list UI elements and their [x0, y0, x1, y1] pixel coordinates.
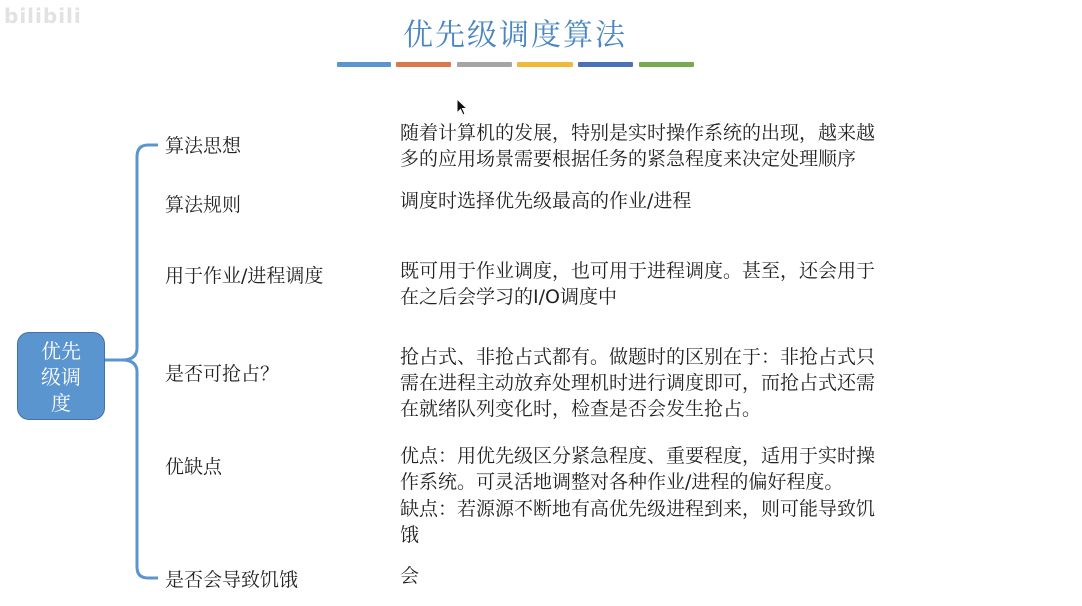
label-pros-cons: 优缺点 — [165, 456, 223, 478]
label-usage: 用于作业/进程调度 — [165, 265, 324, 287]
desc-line: 会 — [400, 565, 420, 587]
bracket-curve — [122, 145, 158, 578]
topic-line-3: 度 — [51, 391, 71, 415]
desc-line: 作系统。可灵活地调整对各种作业/进程的偏好程度。 — [400, 471, 844, 493]
desc-line: 在就绪队列变化时，检查是否会发生抢占。 — [400, 398, 762, 420]
topic-line-2: 级调 — [41, 365, 81, 389]
desc-line: 调度时选择优先级最高的作业/进程 — [400, 190, 692, 212]
bilibili-watermark: bilibili — [4, 4, 82, 28]
topic-node — [17, 332, 105, 420]
label-algorithm-rule: 算法规则 — [165, 194, 242, 216]
topic-line-1: 优先 — [41, 339, 81, 363]
desc-algorithm-idea — [400, 120, 970, 172]
mouse-cursor-icon — [456, 98, 468, 116]
desc-line: 随着计算机的发展，特别是实时操作系统的出现，越来越 — [400, 122, 876, 144]
desc-line: 在之后会学习的I/O调度中 — [400, 286, 617, 308]
desc-usage — [400, 258, 970, 310]
label-preemptive: 是否可抢占？ — [165, 363, 280, 385]
label-starvation: 是否会导致饥饿 — [165, 569, 299, 591]
desc-line: 多的应用场景需要根据任务的紧急程度来决定处理顺序 — [400, 148, 857, 170]
desc-line: 既可用于作业调度，也可用于进程调度。甚至，还会用于 — [400, 260, 876, 282]
desc-starvation — [400, 563, 970, 589]
desc-line: 饿 — [400, 524, 420, 546]
desc-cons — [400, 496, 970, 548]
desc-line: 抢占式、非抢占式都有。做题时的区别在于：非抢占式只 — [400, 346, 876, 368]
desc-line: 优点：用优先级区分紧急程度、重要程度，适用于实时操 — [400, 445, 876, 467]
desc-line: 需在进程主动放弃处理机时进行调度即可，而抢占式还需 — [400, 372, 876, 394]
desc-line: 缺点：若源源不断地有高优先级进程到来，则可能导致饥 — [400, 498, 876, 520]
desc-algorithm-rule — [400, 188, 970, 214]
desc-preemptive — [400, 344, 970, 422]
desc-pros — [400, 443, 970, 495]
label-algorithm-idea: 算法思想 — [165, 135, 242, 157]
slide-title: 优先级调度算法 — [403, 18, 627, 53]
